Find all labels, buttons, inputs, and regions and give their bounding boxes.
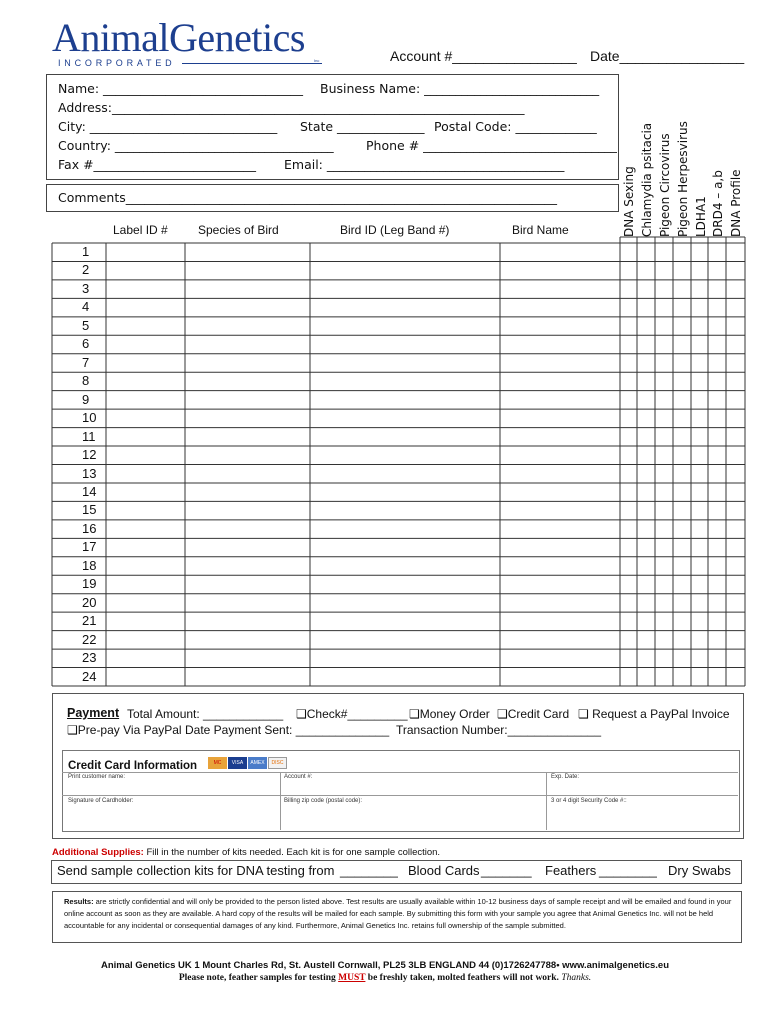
check-option[interactable]: ❑Check#_________ bbox=[296, 707, 408, 721]
cc-print-name-field[interactable]: Print customer name: bbox=[68, 774, 126, 780]
company-logo: AnimalGenetics bbox=[52, 15, 305, 60]
cc-divider-top bbox=[62, 772, 738, 773]
send-kits-text: Send sample collection kits for DNA testing from bbox=[57, 863, 335, 878]
date-payment-sent-field[interactable]: Date Payment Sent: ______________ bbox=[185, 723, 390, 737]
name-field[interactable]: Name: ________________________________ bbox=[58, 81, 304, 96]
bird-name-header: Bird Name bbox=[512, 223, 569, 237]
cc-billing-zip-field[interactable]: Billing zip code (postal code): bbox=[284, 798, 363, 804]
row-number: 20 bbox=[82, 594, 97, 610]
credit-card-option[interactable]: ❑Credit Card bbox=[497, 707, 570, 721]
row-number: 7 bbox=[82, 354, 90, 370]
total-amount-field[interactable]: Total Amount: ____________ bbox=[127, 707, 284, 721]
date-field[interactable]: Date________________ bbox=[590, 48, 745, 64]
checkbox-icon[interactable]: ❑ bbox=[497, 707, 508, 721]
address-field[interactable]: Address:__________________________________________________________________ bbox=[58, 100, 525, 115]
logo-mark: Inc bbox=[314, 58, 320, 63]
thanks-text: Thanks. bbox=[561, 973, 592, 983]
row-number: 10 bbox=[82, 410, 97, 426]
row-number: 9 bbox=[82, 391, 90, 407]
dry-swabs-label: Dry Swabs bbox=[668, 863, 731, 878]
test-header-chlamydia: Chlamydia psitacia bbox=[640, 122, 654, 237]
footer-note: Please note, feather samples for testing MUST be freshly taken, molted feathers will not work. Thanks. bbox=[178, 973, 592, 983]
discover-icon: DISC bbox=[268, 757, 287, 769]
company-logo-tagline: INCORPORATED bbox=[58, 58, 176, 68]
comments-field[interactable]: Comments_____________________________________________________________________ bbox=[58, 190, 558, 205]
row-number: 2 bbox=[82, 262, 90, 278]
country-field[interactable]: Country: ___________________________________ bbox=[58, 138, 334, 153]
row-number: 19 bbox=[82, 576, 97, 592]
row-number: 4 bbox=[82, 299, 90, 315]
state-field[interactable]: State ______________ bbox=[300, 119, 425, 134]
feathers-qty[interactable]: _______ bbox=[481, 863, 532, 878]
cc-divider-mid bbox=[62, 795, 738, 796]
row-number: 6 bbox=[82, 336, 90, 352]
cc-account-field[interactable]: Account #: bbox=[284, 774, 313, 780]
mastercard-icon: MC bbox=[208, 757, 227, 769]
additional-supplies-label: Additional Supplies: bbox=[52, 847, 144, 858]
row-number: 21 bbox=[82, 613, 97, 629]
payment-title: Payment bbox=[67, 706, 120, 720]
species-header: Species of Bird bbox=[198, 223, 279, 237]
city-field[interactable]: City: ______________________________ bbox=[58, 119, 278, 134]
amex-icon: AMEX bbox=[248, 757, 267, 769]
row-number: 17 bbox=[82, 539, 97, 555]
bird-id-header: Bird ID (Leg Band #) bbox=[340, 223, 450, 237]
row-number: 8 bbox=[82, 373, 90, 389]
footer-address: Animal Genetics UK 1 Mount Charles Rd, St. Austell Cornwall, PL25 3LB ENGLAND 44 (0)1726247788• www.animalgenetics.eu bbox=[100, 960, 670, 971]
transaction-number-field[interactable]: Transaction Number:______________ bbox=[396, 723, 602, 737]
row-number: 3 bbox=[82, 280, 90, 296]
money-order-option[interactable]: ❑Money Order bbox=[409, 707, 490, 721]
prepay-paypal-option[interactable]: ❑Pre-pay Via PayPal bbox=[67, 723, 182, 737]
business-name-field[interactable]: Business Name: ____________________________ bbox=[320, 81, 600, 96]
cc-exp-date-field[interactable]: Exp. Date: bbox=[551, 774, 580, 780]
row-number: 15 bbox=[82, 502, 97, 518]
test-header-drd4: DRD4 – a,b bbox=[711, 170, 725, 237]
test-header-pigeon-circovirus: Pigeon Circovirus bbox=[658, 133, 672, 237]
test-header-dna-profile: DNA Profile bbox=[729, 169, 743, 237]
postal-code-field[interactable]: Postal Code: _____________ bbox=[434, 119, 597, 134]
additional-supplies-text: Fill in the number of kits needed. Each kit is for one sample collection. bbox=[143, 847, 441, 858]
test-header-pigeon-herpesvirus: Pigeon Herpesvirus bbox=[676, 121, 690, 237]
results-label: Results: bbox=[64, 897, 94, 906]
test-header-ldha1: LDHA1 bbox=[694, 196, 708, 237]
checkbox-icon[interactable]: ❑ bbox=[409, 707, 420, 721]
results-text: Results: are strictly confidential and will only be provided to the person listed above. Test results are usually available within 10-12 business days of sample receipt and will be emailed and found in your online account as soon as they are available. A hard copy of the results will be mailed for each sample. By submitting this form with your sample you agree that Animal Genetics Inc. will not be held accountable for any incidental or consequential damages of any kind. Furthermore, Animal Genetics Inc. retains full ownership of the sample submitted. bbox=[64, 897, 732, 930]
blood-cards-label: Blood Cards bbox=[408, 863, 480, 878]
must-emphasis: MUST bbox=[338, 973, 366, 983]
account-field[interactable]: Account #________________ bbox=[390, 48, 577, 64]
phone-field[interactable]: Phone # _______________________________ bbox=[366, 138, 617, 153]
cc-divider-v2 bbox=[546, 772, 547, 830]
row-number: 1 bbox=[82, 244, 90, 259]
test-header-dna-sexing: DNA Sexing bbox=[622, 166, 636, 237]
checkbox-icon[interactable]: ❑ bbox=[67, 723, 78, 737]
row-number: 14 bbox=[82, 483, 97, 499]
row-number: 11 bbox=[82, 428, 96, 444]
row-number: 16 bbox=[82, 520, 97, 536]
credit-card-title: Credit Card Information bbox=[68, 760, 198, 772]
row-number: 18 bbox=[82, 557, 97, 573]
checkbox-icon[interactable]: ❑ bbox=[578, 707, 589, 721]
row-number: 12 bbox=[82, 447, 97, 463]
fax-field[interactable]: Fax #__________________________ bbox=[58, 157, 257, 172]
cc-security-code-field[interactable]: 3 or 4 digit Security Code #:: bbox=[551, 798, 627, 804]
paypal-invoice-option[interactable]: ❑ Request a PayPal Invoice bbox=[578, 707, 730, 721]
additional-supplies-line bbox=[52, 847, 440, 858]
row-number: 5 bbox=[82, 317, 90, 333]
row-number: 13 bbox=[82, 465, 97, 481]
email-field[interactable]: Email: ______________________________________ bbox=[284, 157, 565, 172]
row-number: 24 bbox=[82, 668, 97, 684]
blood-cards-qty[interactable]: ________ bbox=[340, 863, 398, 878]
dry-swabs-qty[interactable]: ________ bbox=[599, 863, 657, 878]
visa-icon: VISA bbox=[228, 757, 247, 769]
cc-signature-field[interactable]: Signature of Cardholder: bbox=[68, 798, 134, 804]
card-logos bbox=[208, 757, 287, 769]
row-number: 22 bbox=[82, 631, 97, 647]
feathers-label: Feathers bbox=[545, 863, 597, 878]
label-id-header: Label ID # bbox=[113, 223, 168, 237]
cc-divider-v1 bbox=[280, 772, 281, 830]
checkbox-icon[interactable]: ❑ bbox=[296, 707, 307, 721]
row-number: 23 bbox=[82, 650, 97, 666]
